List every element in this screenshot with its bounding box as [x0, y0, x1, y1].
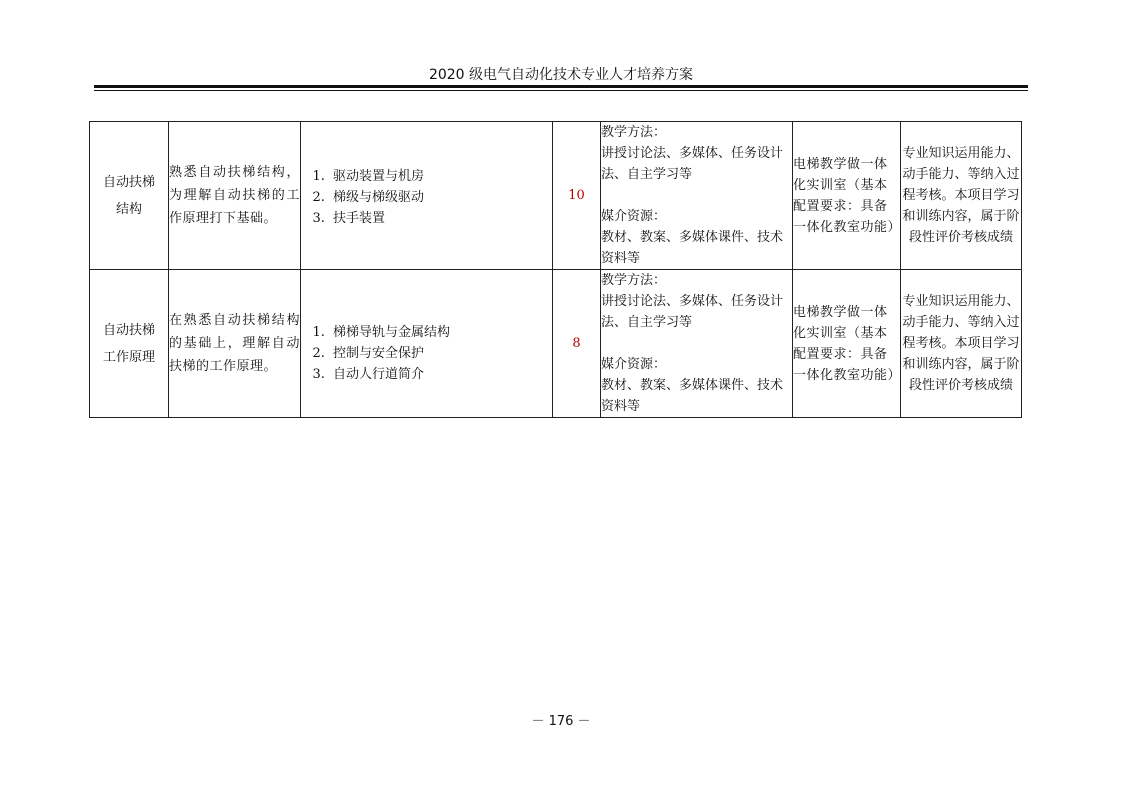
- hours-cell: [553, 122, 601, 270]
- content-list-cell: [301, 270, 553, 418]
- hours-value: 10: [568, 188, 585, 203]
- method-title: 教学方法：: [601, 125, 667, 140]
- learning-goal-cell: [169, 270, 301, 418]
- teaching-method-cell: [601, 270, 793, 418]
- table-row: [90, 122, 1022, 270]
- content-list: [301, 162, 552, 229]
- table-row: [90, 270, 1022, 418]
- module-name-line: 自动扶梯: [102, 322, 155, 338]
- teaching-method-cell: [601, 122, 793, 270]
- module-name-cell: [90, 270, 169, 418]
- hours-value: 8: [572, 336, 581, 351]
- method-text: 讲授讨论法、多媒体、任务设计法、自主学习等: [601, 146, 784, 182]
- resource-title: 媒介资源：: [601, 209, 667, 224]
- content-list-cell: [301, 122, 553, 270]
- learning-goal-text: 在熟悉自动扶梯结构的基础上，理解自动扶梯的工作原理。: [169, 313, 300, 374]
- content-item: 3. 扶手装置: [329, 208, 552, 229]
- method-text: 讲授讨论法、多媒体、任务设计法、自主学习等: [601, 294, 784, 330]
- assessment-cell: [901, 122, 1022, 270]
- assessment-text: 专业知识运用能力、动手能力、等纳入过程考核。本项目学习和训练内容，属于阶段性评价考核成绩: [902, 294, 1020, 393]
- training-place-text: 电梯教学做一体化实训室（基本配置要求：具备一体化教室功能）: [793, 304, 902, 383]
- content-item: 1. 梯梯导轨与金属结构: [329, 322, 552, 343]
- page-header-title: 2020 级电气自动化技术专业人才培养方案: [428, 67, 694, 83]
- content-item: 2. 梯级与梯级驱动: [329, 187, 552, 208]
- method-title: 教学方法：: [601, 273, 667, 288]
- content-item: 2. 控制与安全保护: [329, 343, 552, 364]
- module-name-cell: [90, 122, 169, 270]
- page-number: － 176 －: [531, 714, 591, 729]
- assessment-text: 专业知识运用能力、动手能力、等纳入过程考核。本项目学习和训练内容，属于阶段性评价考核成绩: [902, 146, 1020, 245]
- training-place-cell: [793, 270, 901, 418]
- learning-goal-cell: [169, 122, 301, 270]
- learning-goal-text: 熟悉自动扶梯结构，为理解自动扶梯的工作原理打下基础。: [169, 165, 300, 226]
- hours-cell: [553, 270, 601, 418]
- module-name-line: 自动扶梯: [102, 174, 155, 190]
- content-item: 3. 自动人行道简介: [329, 364, 552, 385]
- resource-title: 媒介资源：: [601, 357, 667, 372]
- training-place-text: 电梯教学做一体化实训室（基本配置要求：具备一体化教室功能）: [793, 156, 902, 235]
- training-place-cell: [793, 122, 901, 270]
- module-name-line: 工作原理: [102, 349, 155, 365]
- header-rule-thin: [94, 90, 1028, 91]
- module-name-line: 结构: [115, 201, 142, 217]
- content-list: [301, 302, 552, 385]
- content-item: 1. 驱动装置与机房: [329, 166, 552, 187]
- header-rule-thick: [94, 85, 1028, 88]
- resource-text: 教材、教案、多媒体课件、技术资料等: [601, 230, 784, 266]
- assessment-cell: [901, 270, 1022, 418]
- resource-text: 教材、教案、多媒体课件、技术资料等: [601, 378, 784, 414]
- course-content-table: [89, 121, 1022, 418]
